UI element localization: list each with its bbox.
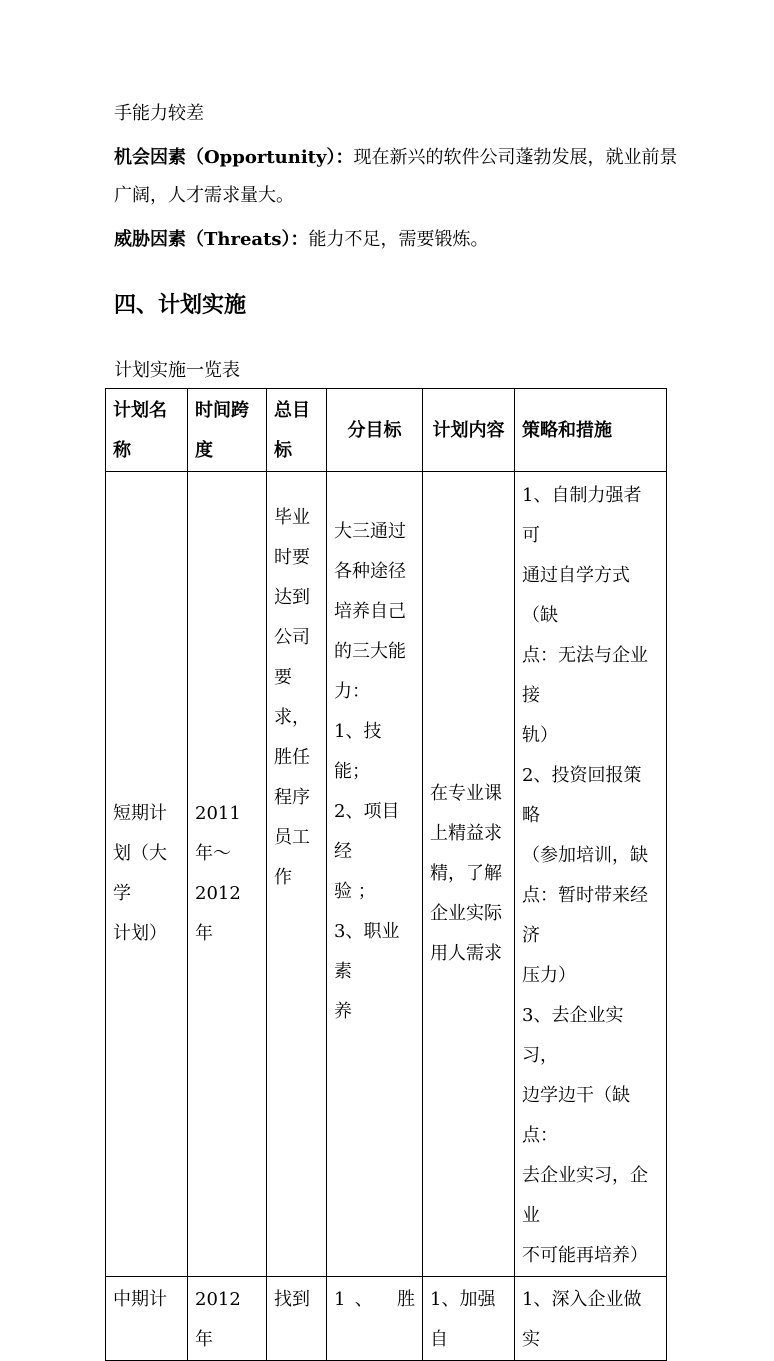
opportunity-text: 现在新兴的软件公司蓬勃发展，就业前景: [353, 147, 678, 168]
table-header-row: [106, 389, 667, 472]
paragraph-weakness-end: [114, 102, 204, 126]
cell-plan-content: 1、加强自: [423, 1277, 515, 1361]
paragraph-threats: [114, 228, 489, 252]
weakness-end-text: 手能力较差: [114, 103, 204, 124]
cell-overall-goal: 毕业 时要 达到 公司 要求， 胜任 程序 员工 作: [267, 472, 327, 1277]
cell-plan-name: 短期计 划（大学 计划）: [106, 472, 188, 1277]
opportunity-text-cont: 广阔，人才需求量大。: [114, 185, 294, 206]
cell-sub-goal: 1、 胜: [327, 1277, 423, 1361]
table-row: [106, 472, 667, 1277]
header-plan-content: 计划内容: [423, 389, 515, 472]
header-sub-goal: 分目标: [327, 389, 423, 472]
table-row: [106, 1277, 667, 1361]
threats-text: 能力不足，需要锻炼。: [308, 229, 489, 250]
table-caption: 计划实施一览表: [114, 360, 240, 381]
plan-table: [105, 388, 667, 1361]
section-heading: 四、计划实施: [114, 292, 247, 318]
cell-plan-name: 中期计: [106, 1277, 188, 1361]
cell-time-span: 2012 年: [188, 1277, 267, 1361]
header-plan-name: 计划名 称: [106, 389, 188, 472]
cell-plan-content: 在专业课 上精益求 精，了解 企业实际 用人需求: [423, 472, 515, 1277]
header-time-span: 时间跨 度: [188, 389, 267, 472]
paragraph-opportunity: [114, 146, 677, 170]
paragraph-opportunity-cont: [114, 184, 294, 208]
header-strategy: 策略和措施: [515, 389, 667, 472]
cell-time-span: 2011 年～ 2012 年: [188, 472, 267, 1277]
cell-sub-goal: 大三通过 各种途径 培养自己 的三大能 力： 1、技能； 2、项目经 验 ； 3、职业素 养: [327, 472, 423, 1277]
cell-overall-goal: 找到: [267, 1277, 327, 1361]
cell-strategy: 1、深入企业做实: [515, 1277, 667, 1361]
threats-label: 威胁因素（Threats）：: [114, 229, 309, 250]
header-overall-goal: 总目 标: [267, 389, 327, 472]
cell-strategy: 1、自制力强者可 通过自学方式（缺 点：无法与企业接 轨） 2、投资回报策略 （参加培训，缺 点：暂时带来经济 压力） 3、去企业实习， 边学边干（缺点： 去企业实习，企业 不可能再培养）: [515, 472, 667, 1277]
opportunity-label: 机会因素（Opportunity）：: [114, 147, 354, 168]
